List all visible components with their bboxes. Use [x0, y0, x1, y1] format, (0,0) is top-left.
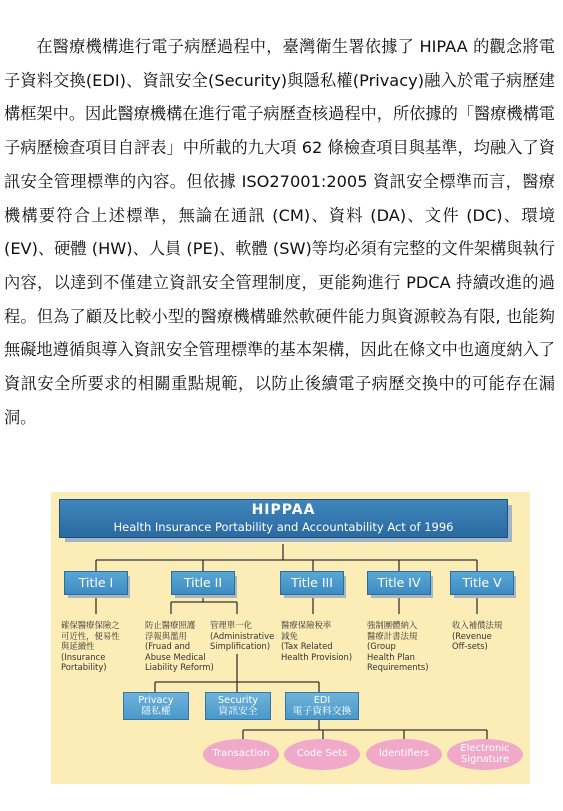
transaction-oval: Transaction: [203, 739, 279, 770]
title-1-description: 確保醫療保險之 可近性，便易性 與延續性 (Insurance Portability): [61, 620, 120, 673]
hipaa-title: HIPPAA: [251, 502, 316, 518]
title-5-box: Title V: [450, 571, 514, 595]
hipaa-diagram: [51, 492, 530, 784]
identifiers-oval: Identifiers: [366, 739, 442, 770]
title-2-box: Title II: [171, 571, 235, 595]
hipaa-title-box: [59, 499, 508, 538]
edi-box: EDI 電子資料交換: [285, 692, 359, 720]
title-3-description: 醫療保險稅率 減免 (Tax Related Health Provision): [281, 620, 353, 662]
title-3-box: Title III: [280, 571, 344, 595]
title-4-description: 強制團體納入 醫療計書法規 (Group Health Plan Requirements): [367, 620, 429, 673]
code-sets-oval: Code Sets: [284, 739, 360, 770]
electronic-signature-oval: Electronic Signature: [447, 739, 523, 770]
title-2a-description: 防止醫療照護 浮報與濫用 (Fruad and Abuse Medical Liability Reform): [145, 620, 214, 673]
title-1-box: Title I: [64, 571, 128, 595]
title-2b-description: 管理單一化 (Administrative Simplification): [210, 620, 275, 652]
hipaa-subtitle: Health Insurance Portability and Accountability Act of 1996: [113, 520, 454, 534]
title-5-description: 收入補償法規 (Revenue Off-sets): [452, 620, 503, 652]
body-paragraph: [4, 30, 555, 434]
paragraph-text: 在醫療機構進行電子病歷過程中，臺灣衛生署依據了 HIPAA 的觀念將電子資料交換(EDI)、資訊安全(Security)與隱私權(Privacy)融入於電子病歷建構框架中。因此醫療機構在進行電子病歷查核過程中，所依據的「醫療機構電子病歷檢查項目自評表」中所載的九大項 62 條檢查項目與基準，均融入了資訊安全管理標準的內容。但依據 ISO27001:2005 資訊安全標準而言，醫療機構要符合上述標準，無論在通訊 (CM)、資料 (DA)、文件 (DC)、環境 (EV)、硬體 (HW)、人員 (PE)、軟體 (SW)等均必須有完整的文件架構與執行內容，以達到不僅建立資訊安全管理制度，更能夠進行 PDCA 持續改進的過程。但為了顧及比較小型的醫療機構雖然軟硬件能力與資源較為有限, 也能夠無礙地遵循與導入資訊安全管理標準的基本架構，因此在條文中也適度納入了資訊安全所要求的相關重點規範，以防止後續電子病歷交換中的可能存在漏洞。: [4, 37, 555, 427]
security-box: Security 資訊安全: [205, 692, 271, 720]
title-4-box: Title IV: [367, 571, 431, 595]
privacy-box: Privacy 隱私權: [123, 692, 189, 720]
